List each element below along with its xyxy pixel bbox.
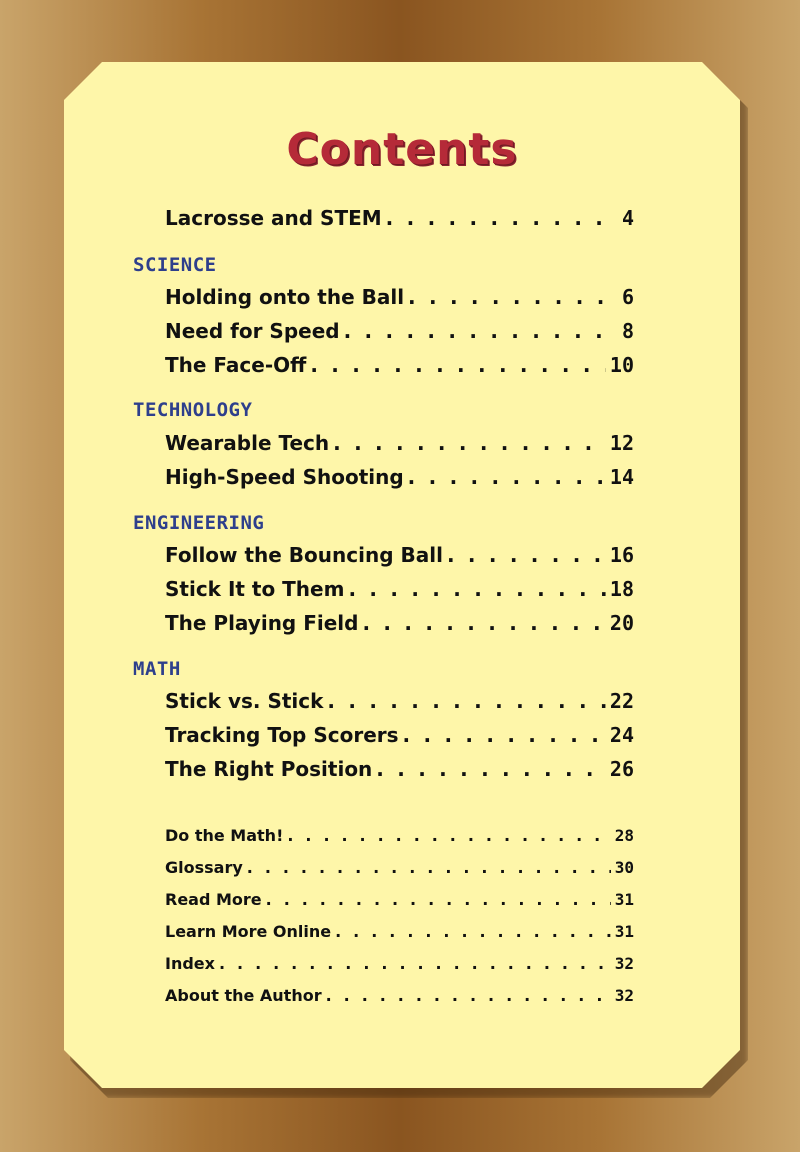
section-heading-engineering: ENGINEERING xyxy=(133,512,265,534)
toc-entry xyxy=(165,353,634,377)
toc-back-entry xyxy=(165,922,634,941)
toc-entry xyxy=(165,285,634,309)
dot-leader xyxy=(219,954,611,973)
toc-entry-page: 18 xyxy=(609,577,634,601)
toc-entry-page: 22 xyxy=(609,689,634,713)
dot-leader xyxy=(408,465,606,489)
dot-leader xyxy=(447,543,606,567)
dot-leader xyxy=(403,723,606,747)
toc-entry-label: Follow the Bouncing Ball xyxy=(165,543,443,567)
toc-entry-label: Holding onto the Ball xyxy=(165,285,405,309)
toc-entry-label: The Right Position xyxy=(165,757,373,781)
toc-entry-page: 32 xyxy=(614,986,634,1005)
toc-entry-label: The Face-Off xyxy=(165,353,307,377)
toc-back-entry xyxy=(165,826,634,845)
toc-entry xyxy=(165,431,634,455)
toc-entry xyxy=(165,689,634,713)
toc-entry-label: The Playing Field xyxy=(165,611,359,635)
dot-leader xyxy=(344,319,618,343)
toc-entry-intro xyxy=(165,206,634,230)
dot-leader xyxy=(335,922,611,941)
toc-entry-page: 6 xyxy=(621,285,634,309)
dot-leader xyxy=(247,858,611,877)
toc-back-entry xyxy=(165,986,634,1005)
toc-entry-label: About the Author xyxy=(165,986,322,1005)
toc-entry-label: Need for Speed xyxy=(165,319,340,343)
toc-back-entry xyxy=(165,954,634,973)
toc-entry xyxy=(165,465,634,489)
toc-entry-page: 12 xyxy=(609,431,634,455)
toc-entry-label: Learn More Online xyxy=(165,922,332,941)
dot-leader xyxy=(348,577,605,601)
toc-entry-page: 8 xyxy=(621,319,634,343)
section-heading-technology: TECHNOLOGY xyxy=(133,399,253,421)
toc-entry-page: 31 xyxy=(614,890,634,909)
toc-entry-page: 26 xyxy=(609,757,634,781)
toc-entry xyxy=(165,319,634,343)
dot-leader xyxy=(333,431,606,455)
toc-entry-label: Tracking Top Scorers xyxy=(165,723,399,747)
toc-entry-page: 16 xyxy=(609,543,634,567)
toc-entry-page: 28 xyxy=(614,826,634,845)
dot-leader xyxy=(386,206,618,230)
toc-entry-label: High-Speed Shooting xyxy=(165,465,404,489)
toc-entry xyxy=(165,611,634,635)
dot-leader xyxy=(310,353,606,377)
toc-back-entry xyxy=(165,858,634,877)
toc-entry-label: Stick It to Them xyxy=(165,577,345,601)
dot-leader xyxy=(326,986,611,1005)
dot-leader xyxy=(266,890,611,909)
toc-entry-label: Index xyxy=(165,954,215,973)
toc-entry-page: 24 xyxy=(609,723,634,747)
toc-entry-label: Do the Math! xyxy=(165,826,284,845)
toc-entry-page: 14 xyxy=(609,465,634,489)
toc-entry-page: 32 xyxy=(614,954,634,973)
section-heading-science: SCIENCE xyxy=(133,254,217,276)
toc-entry xyxy=(165,577,634,601)
toc-entry xyxy=(165,723,634,747)
section-heading-math: MATH xyxy=(133,658,181,680)
toc-entry-label: Stick vs. Stick xyxy=(165,689,324,713)
dot-leader xyxy=(376,757,606,781)
toc-entry-page: 31 xyxy=(614,922,634,941)
toc-entry xyxy=(165,543,634,567)
toc-entry-label: Lacrosse and STEM xyxy=(165,206,382,230)
toc-entry-page: 10 xyxy=(609,353,634,377)
dot-leader xyxy=(287,826,610,845)
dot-leader xyxy=(362,611,605,635)
toc-entry-page: 20 xyxy=(609,611,634,635)
toc-entry-label: Glossary xyxy=(165,858,243,877)
dot-leader xyxy=(327,689,605,713)
toc-back-entry xyxy=(165,890,634,909)
page-title: Contents xyxy=(286,124,518,175)
toc-entry xyxy=(165,757,634,781)
toc-entry-page: 30 xyxy=(614,858,634,877)
toc-entry-label: Read More xyxy=(165,890,262,909)
toc-entry-page: 4 xyxy=(621,206,634,230)
dot-leader xyxy=(408,285,618,309)
toc-entry-label: Wearable Tech xyxy=(165,431,330,455)
